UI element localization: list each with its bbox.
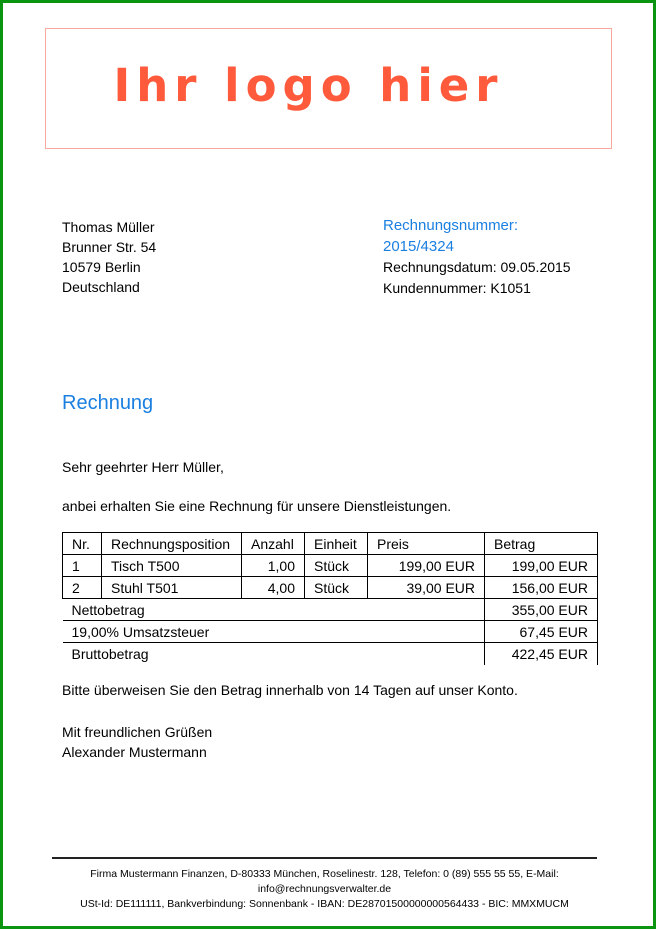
recipient-country: Deutschland — [62, 279, 140, 295]
row-position: Tisch T500 — [102, 555, 242, 577]
row-amount: 199,00 EUR — [485, 555, 598, 577]
header-quantity: Anzahl — [242, 533, 305, 555]
row-nr: 1 — [63, 555, 102, 577]
table-row — [63, 555, 598, 577]
row-unit: Stück — [305, 555, 368, 577]
row-position: Stuhl T501 — [102, 577, 242, 599]
vat-value: 67,45 EUR — [485, 621, 598, 643]
invoice-table — [62, 532, 598, 665]
recipient-name: Thomas Müller — [62, 219, 155, 235]
footer-company-line: Firma Mustermann Finanzen, D-80333 München, Roselinestr. 128, Telefon: 0 (89) 555 55 55, E-Mail: — [90, 868, 559, 880]
header-amount: Betrag — [485, 533, 598, 555]
header-price: Preis — [368, 533, 485, 555]
net-total-label: Nettobetrag — [63, 599, 485, 621]
footer-email: info@rechnungsverwalter.de — [257, 883, 392, 895]
recipient-street: Brunner Str. 54 — [62, 239, 157, 255]
signature-name: Alexander Mustermann — [62, 744, 207, 760]
table-row — [63, 577, 598, 599]
invoice-meta — [383, 216, 571, 298]
footer-divider — [52, 857, 597, 859]
invoice-number-value: 2015/4324 — [383, 237, 454, 255]
row-price: 39,00 EUR — [368, 577, 485, 599]
logo-placeholder — [45, 28, 612, 149]
invoice-date: Rechnungsdatum: 09.05.2015 — [383, 259, 571, 275]
logo-text: Ihr logo hier — [113, 59, 504, 112]
net-total-value: 355,00 EUR — [485, 599, 598, 621]
recipient-city: 10579 Berlin — [62, 259, 141, 275]
header-unit: Einheit — [305, 533, 368, 555]
vat-row — [63, 621, 598, 643]
invoice-number-label: Rechnungsnummer: — [383, 217, 519, 234]
header-nr: Nr. — [63, 533, 102, 555]
row-quantity: 1,00 — [242, 555, 305, 577]
header-position: Rechnungsposition — [102, 533, 242, 555]
vat-label: 19,00% Umsatzsteuer — [63, 621, 485, 643]
net-total-row — [63, 599, 598, 621]
closing-greeting: Mit freundlichen Grüßen — [62, 724, 213, 740]
row-price: 199,00 EUR — [368, 555, 485, 577]
footer-bank-line: USt-Id: DE111111, Bankverbindung: Sonnenbank - IBAN: DE28701500000000564433 - BIC: MMXMUCM — [80, 898, 569, 910]
gross-total-row — [63, 643, 598, 665]
row-nr: 2 — [63, 577, 102, 599]
gross-total-value: 422,45 EUR — [485, 643, 598, 665]
table-header-row — [63, 533, 598, 555]
payment-note: Bitte überweisen Sie den Betrag innerhalb von 14 Tagen auf unser Konto. — [62, 682, 518, 698]
row-amount: 156,00 EUR — [485, 577, 598, 599]
salutation: Sehr geehrter Herr Müller, — [62, 459, 224, 475]
intro-text: anbei erhalten Sie eine Rechnung für unsere Dienstleistungen. — [62, 498, 452, 514]
customer-number: Kundennummer: K1051 — [383, 279, 531, 296]
document-title: Rechnung — [62, 392, 154, 414]
footer — [52, 867, 597, 912]
recipient-address — [62, 217, 156, 297]
gross-total-label: Bruttobetrag — [63, 643, 485, 665]
row-unit: Stück — [305, 577, 368, 599]
row-quantity: 4,00 — [242, 577, 305, 599]
closing-block — [62, 722, 212, 762]
